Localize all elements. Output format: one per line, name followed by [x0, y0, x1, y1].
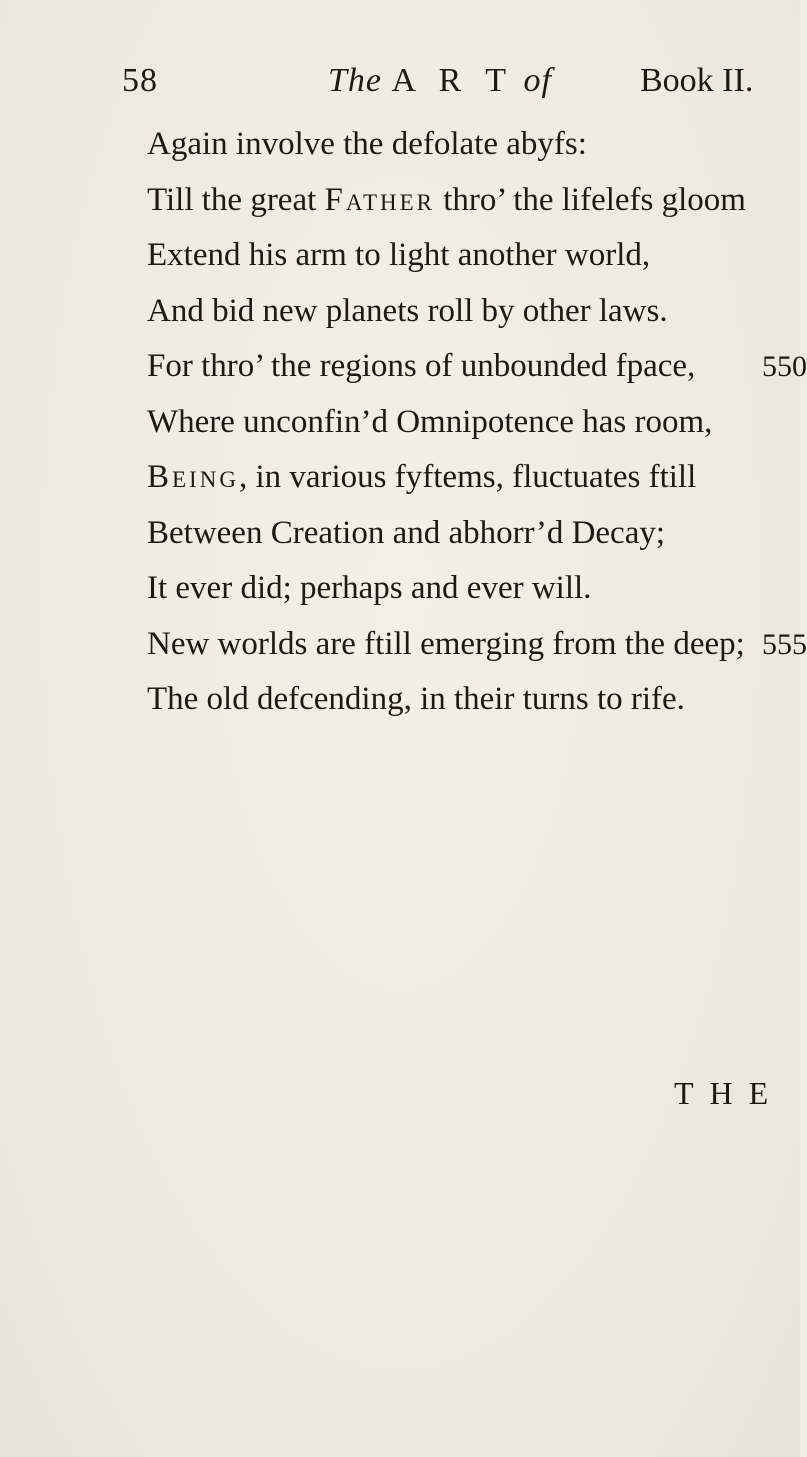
line-number: 555 [762, 627, 807, 661]
small-caps-word: Father [324, 181, 435, 218]
page-number: 58 [122, 62, 158, 99]
verse-line [147, 395, 787, 451]
verse-line [147, 228, 787, 284]
running-title [328, 62, 552, 100]
line-text: Between Creation and abhorr’d Decay; [147, 514, 666, 551]
line-number: 550 [762, 350, 807, 383]
verse-line [147, 506, 787, 562]
line-text: Extend his arm to light another world, [147, 237, 651, 273]
line-text-after: thro’ the lifelefs gloom [435, 181, 746, 218]
verse-line [147, 617, 807, 673]
catchword: THE [674, 1075, 785, 1111]
running-title-of: of [523, 62, 552, 99]
verse-line [147, 284, 787, 340]
verse-line [147, 117, 787, 173]
verse-line [147, 450, 787, 506]
verse-line [147, 561, 787, 617]
poem-text [147, 117, 807, 728]
line-text: The old defcending, in their turns to rife. [147, 681, 685, 717]
book-label: Book II. [640, 62, 754, 99]
verse-line [147, 672, 787, 728]
line-text: It ever did; perhaps and ever will. [147, 570, 592, 606]
small-caps-word: Being [147, 459, 239, 495]
line-text: And bid new planets roll by other laws. [147, 292, 668, 329]
verse-line [147, 339, 807, 395]
line-text-after: , in various fyftems, fluctuates ftill [238, 459, 697, 495]
line-text-before: Till the great [147, 181, 325, 218]
running-title-the: The [328, 62, 382, 99]
running-title-art: A R T [391, 62, 515, 99]
verse-line [147, 173, 787, 229]
line-text: Where unconfin’d Omnipotence has room, [147, 403, 713, 440]
running-head [0, 62, 800, 112]
line-text: New worlds are ftill emerging from the deep; [147, 625, 745, 662]
line-text: For thro’ the regions of unbounded fpace, [147, 348, 696, 384]
line-text: Again involve the defolate abyfs: [147, 126, 587, 162]
